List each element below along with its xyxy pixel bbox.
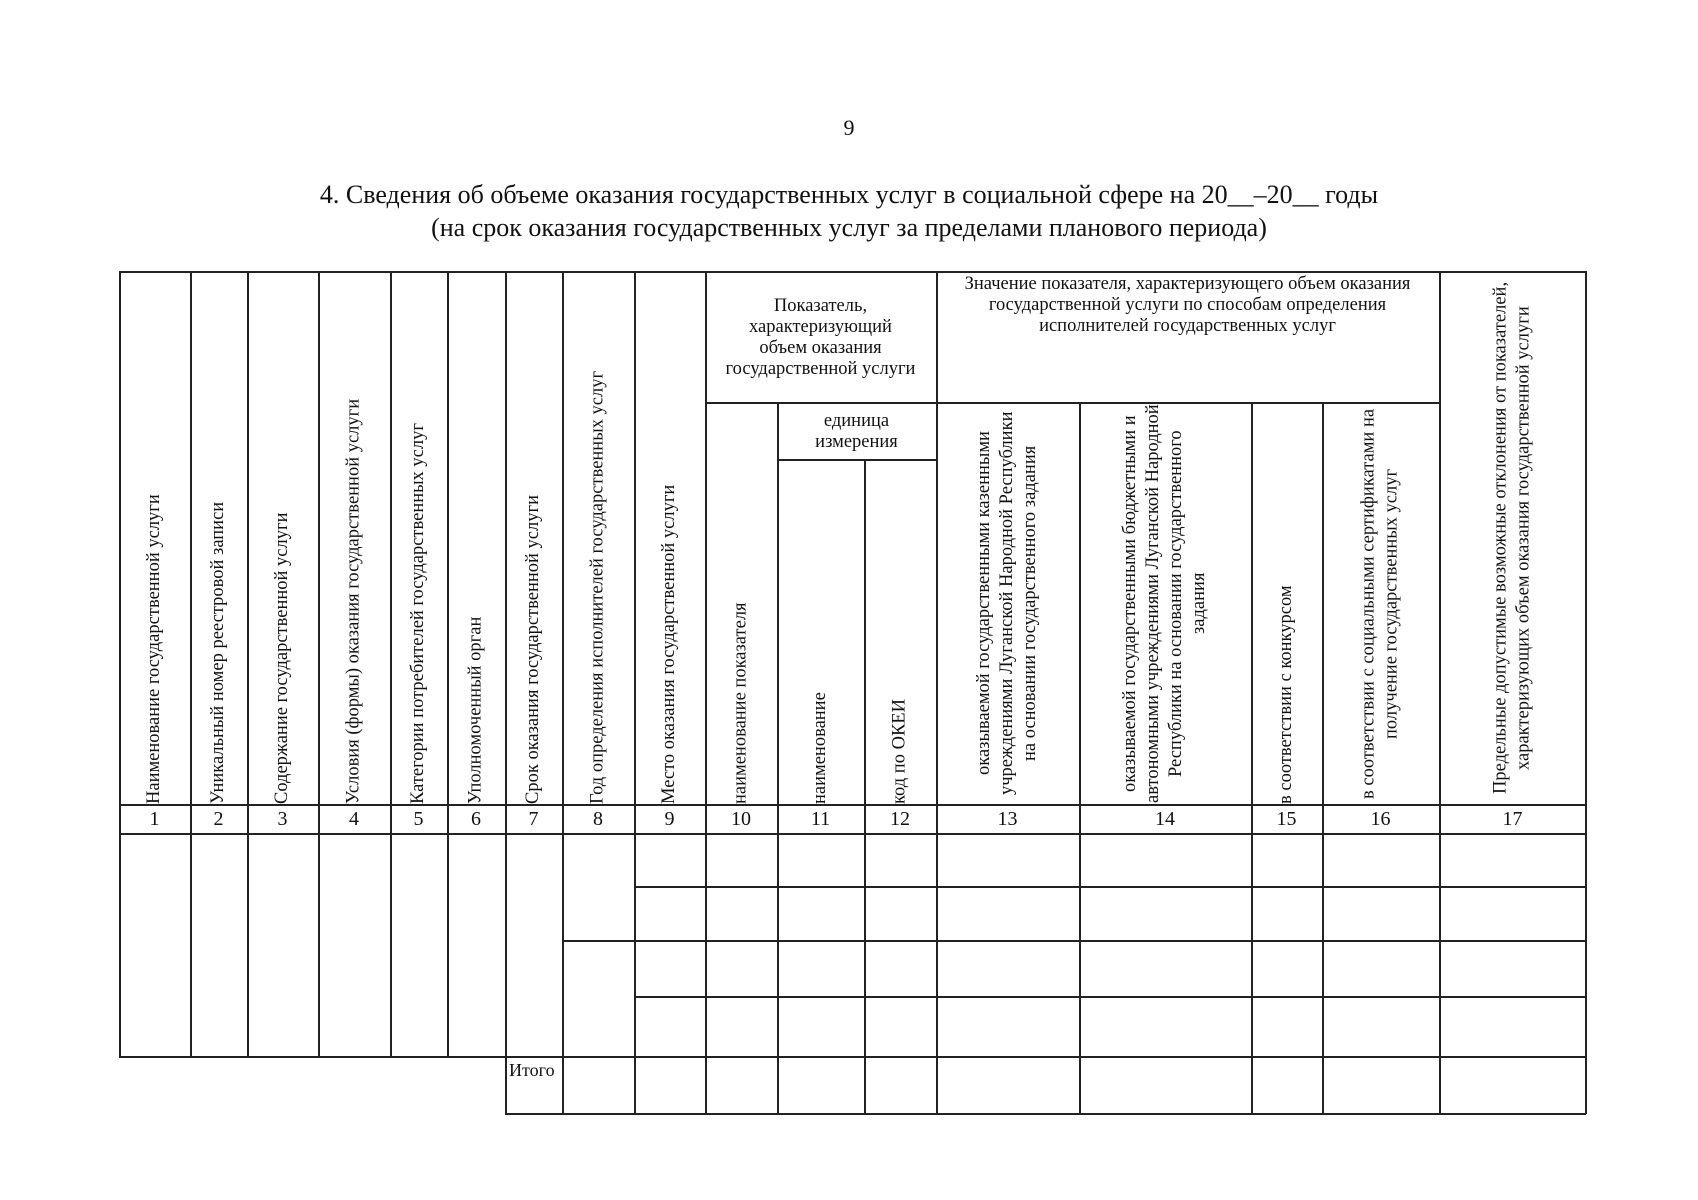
grid-line bbox=[318, 271, 320, 1057]
grid-line bbox=[119, 833, 1586, 835]
header-col-2: Уникальный номер реестровой записи bbox=[208, 501, 228, 804]
header-col-9: Место оказания государственной услуги bbox=[659, 484, 679, 804]
header-indicator-group: Показатель, характеризующий объем оказания государственной услуги bbox=[725, 295, 916, 379]
page-number: 9 bbox=[843, 115, 855, 140]
header-col-13: оказываемой государственными казенными учреждениями Луганской Народной Республики на основании государственного задания bbox=[974, 411, 1040, 796]
grid-line bbox=[447, 271, 449, 1057]
colnum-10: 10 bbox=[731, 808, 751, 830]
colnum-12: 12 bbox=[890, 808, 910, 830]
header-col-7: Срок оказания государственной услуги bbox=[523, 495, 543, 804]
colnum-1: 1 bbox=[149, 808, 160, 830]
colnum-17: 17 bbox=[1502, 808, 1523, 830]
header-col-6: Уполномоченный орган bbox=[465, 616, 486, 804]
grid-line bbox=[119, 1056, 1586, 1058]
header-col-1: Наименование государственной услуги bbox=[144, 494, 164, 804]
header-col-8: Год определения исполнителей государственных услуг bbox=[587, 370, 608, 804]
colnum-4: 4 bbox=[349, 808, 359, 830]
grid-line bbox=[119, 804, 1586, 806]
header-col-10: наименование показателя bbox=[730, 602, 751, 804]
total-label: Итого bbox=[509, 1060, 555, 1080]
grid-line bbox=[1439, 271, 1441, 1114]
colnum-2: 2 bbox=[213, 808, 224, 830]
header-col-4: Условия (формы) оказания государственной услуги bbox=[343, 398, 364, 804]
colnum-14: 14 bbox=[1155, 808, 1175, 830]
colnum-3: 3 bbox=[277, 808, 288, 830]
grid-line bbox=[705, 271, 707, 1114]
grid-line bbox=[505, 271, 507, 1114]
header-col-5: Категории потребителей государственных услуг bbox=[408, 423, 428, 804]
colnum-6: 6 bbox=[471, 808, 481, 830]
header-unit-group: единица измерения bbox=[815, 410, 898, 452]
grid-line bbox=[1079, 402, 1081, 1114]
colnum-7: 7 bbox=[528, 808, 539, 830]
header-col-16: в соответствии с социальными сертификатами на получение государственных услуг bbox=[1358, 408, 1402, 799]
grid-line bbox=[777, 459, 936, 461]
colnum-8: 8 bbox=[593, 808, 603, 830]
header-col-3: Содержание государственной услуги bbox=[272, 512, 292, 804]
grid-line bbox=[777, 402, 779, 1114]
grid-line bbox=[1251, 402, 1253, 1114]
grid-line bbox=[1322, 402, 1324, 1114]
colnum-11: 11 bbox=[810, 808, 831, 830]
header-col-14: оказываемой государственными бюджетными и автономными учреждениями Луганской Народной Республики на основании государственного задания bbox=[1120, 404, 1209, 803]
header-col-12: код по ОКЕИ bbox=[889, 699, 910, 804]
grid-line bbox=[119, 271, 121, 1057]
grid-line bbox=[864, 459, 866, 1114]
colnum-13: 13 bbox=[997, 808, 1018, 830]
title-line-1: 4. Сведения об объеме оказания государственных услуг в социальной сфере на 20__–20__ годы bbox=[319, 180, 1379, 209]
grid-line bbox=[190, 271, 192, 1057]
grid-line bbox=[936, 271, 938, 1114]
grid-line bbox=[705, 402, 1439, 404]
grid-line bbox=[247, 271, 249, 1057]
header-col-15: в соответствии с конкурсом bbox=[1276, 585, 1296, 804]
header-col-17: Предельные допустимые возможные отклонения от показателей, характеризующих объем оказания государственной услуги bbox=[1490, 281, 1534, 795]
colnum-5: 5 bbox=[413, 808, 424, 830]
header-value-group: Значение показателя, характеризующего объем оказания государственной услуги по способам определения исполнителей государственных услуг bbox=[964, 274, 1411, 336]
grid-line bbox=[119, 271, 1586, 273]
title-line-2: (на срок оказания государственных услуг за пределами планового периода) bbox=[431, 213, 1267, 242]
header-col-11: наименование bbox=[810, 692, 830, 804]
colnum-9: 9 bbox=[664, 808, 675, 830]
grid-line bbox=[505, 1113, 1586, 1115]
grid-line bbox=[634, 271, 636, 1114]
grid-line bbox=[390, 271, 392, 1057]
colnum-16: 16 bbox=[1370, 808, 1391, 830]
grid-line bbox=[562, 271, 564, 1114]
colnum-15: 15 bbox=[1276, 808, 1297, 830]
grid-line bbox=[562, 940, 1586, 942]
grid-line bbox=[1585, 271, 1587, 1114]
